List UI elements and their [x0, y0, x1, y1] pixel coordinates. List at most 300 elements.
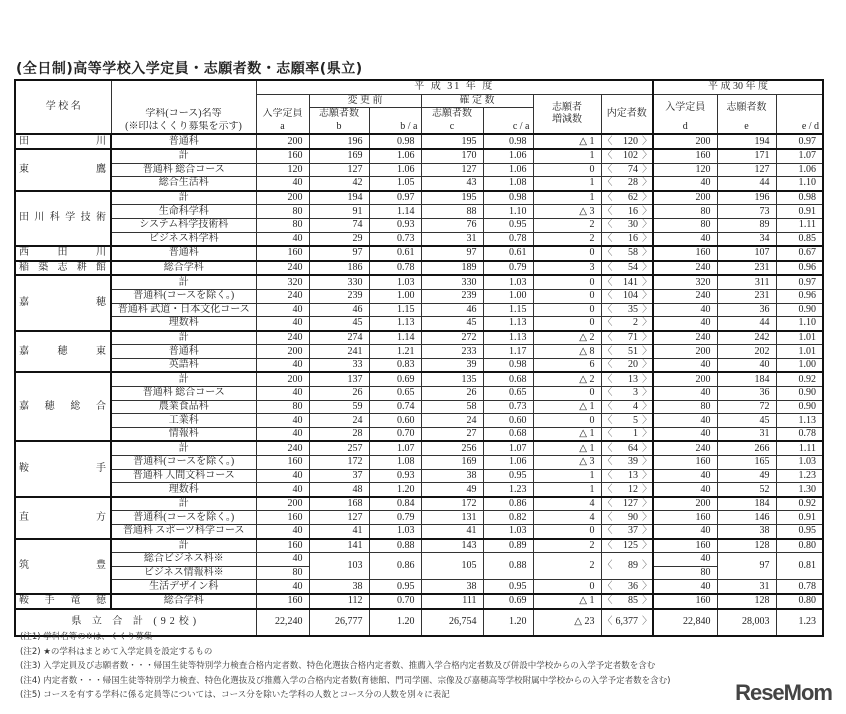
cell-a: 160: [256, 539, 309, 553]
cell-diff: 1: [533, 469, 601, 483]
header-confirmed: 確 定 数: [421, 94, 533, 108]
cell-c: 58: [421, 400, 483, 414]
header-h30: 平 成 30 年 度: [653, 80, 823, 94]
dept-name: 計: [111, 331, 256, 345]
dept-name: 総合学科: [111, 594, 256, 609]
cell-nt: 〈 85 〉: [601, 594, 653, 609]
table-body: [15, 134, 823, 635]
cell-b: 239: [309, 289, 369, 303]
table-row: [15, 134, 823, 149]
cell-e: 196: [717, 191, 776, 205]
cell-nt: 〈 90 〉: [601, 511, 653, 525]
dept-name: 計: [111, 497, 256, 511]
cell-e: 165: [717, 456, 776, 470]
cell-e: 40: [717, 358, 776, 372]
header-applicants-e: 志願者数: [717, 94, 776, 121]
cell-nt: 〈 28 〉: [601, 177, 653, 191]
cell-ca: 0.61: [483, 246, 533, 261]
cell-d: 40: [653, 177, 717, 191]
cell-ca: 0.98: [483, 134, 533, 149]
cell-e: 231: [717, 289, 776, 303]
table-row: [15, 497, 823, 511]
cell-ed: 0.98: [776, 191, 823, 205]
cell-b: 41: [309, 525, 369, 539]
school-name: 田川: [15, 134, 111, 149]
cell-ed: 0.91: [776, 511, 823, 525]
cell-e: 44: [717, 317, 776, 331]
table-row: [15, 511, 823, 525]
note: (注1) 学科名等の※は、くくり募集: [20, 632, 153, 642]
cell-ed: 1.03: [776, 456, 823, 470]
cell-nt: 〈 13 〉: [601, 469, 653, 483]
cell-d: 200: [653, 497, 717, 511]
cell-ca: 0.65: [483, 387, 533, 401]
cell-diff: 3: [533, 261, 601, 276]
cell-c: 88: [421, 205, 483, 219]
cell-b: 186: [309, 261, 369, 276]
cell-b: 33: [309, 358, 369, 372]
cell-diff: △ 2: [533, 372, 601, 386]
cell-ca: 0.98: [483, 191, 533, 205]
cell-diff: 2: [533, 553, 601, 580]
cell-ed: 1.10: [776, 317, 823, 331]
cell-diff: 1: [533, 149, 601, 163]
cell-nt: 〈 89 〉: [601, 553, 653, 580]
cell-e: 107: [717, 246, 776, 261]
table-row: [15, 525, 823, 539]
cell-b: 48: [309, 483, 369, 497]
cell-ba: 0.93: [369, 469, 421, 483]
cell-d: 40: [653, 483, 717, 497]
table-row: [15, 331, 823, 345]
cell-a: 40: [256, 414, 309, 428]
cell-a: 160: [256, 594, 309, 609]
cell-a: 200: [256, 191, 309, 205]
cell-diff: 1: [533, 191, 601, 205]
cell-diff: 2: [533, 218, 601, 232]
cell-diff: △ 3: [533, 456, 601, 470]
cell-ca: 1.06: [483, 456, 533, 470]
cell-c: 27: [421, 427, 483, 441]
dept-name: 英語科: [111, 358, 256, 372]
header-dept: 学科(コース)名等: [111, 108, 256, 121]
cell-nt: 〈 71 〉: [601, 331, 653, 345]
cell-e: 171: [717, 149, 776, 163]
dept-name: ビジネス科学科: [111, 232, 256, 246]
cell-c: 111: [421, 594, 483, 609]
cell-c: 31: [421, 232, 483, 246]
dept-name: 普通科(コースを除く。): [111, 456, 256, 470]
cell-ed: 1.00: [776, 358, 823, 372]
cell-c: 169: [421, 456, 483, 470]
header-before: 変 更 前: [309, 94, 421, 108]
cell-ba: 0.69: [369, 372, 421, 386]
cell-ed: 1.13: [776, 414, 823, 428]
note: (注5) コースを有する学科に係る定員等については、コース分を除いた学科の人数とコース分の人数を別々に表記: [20, 690, 450, 700]
cell-e: 73: [717, 205, 776, 219]
cell-ba: 0.61: [369, 246, 421, 261]
cell-e: 266: [717, 441, 776, 455]
cell-a: 40: [256, 387, 309, 401]
header-dept-blank: [111, 80, 256, 108]
cell-c: 46: [421, 303, 483, 317]
total-ba: 1.20: [369, 609, 421, 636]
cell-b: 172: [309, 456, 369, 470]
cell-nt: 〈 120 〉: [601, 134, 653, 149]
cell-ca: 0.78: [483, 232, 533, 246]
table-row: [15, 441, 823, 455]
header-capacity-d: 入学定員: [653, 94, 717, 121]
table-row: [15, 414, 823, 428]
cell-b: 103: [309, 553, 369, 580]
cell-ed: 1.11: [776, 441, 823, 455]
cell-b: 74: [309, 218, 369, 232]
cell-ba: 1.03: [369, 525, 421, 539]
cell-ca: 1.17: [483, 345, 533, 359]
cell-a: 40: [256, 317, 309, 331]
cell-d: 240: [653, 261, 717, 276]
cell-d: 40: [653, 580, 717, 594]
cell-diff: △ 2: [533, 331, 601, 345]
cell-e: 89: [717, 218, 776, 232]
dept-name: 普通科: [111, 134, 256, 149]
cell-diff: △ 1: [533, 134, 601, 149]
cell-a: 160: [256, 149, 309, 163]
cell-diff: △ 1: [533, 441, 601, 455]
cell-c: 43: [421, 177, 483, 191]
cell-ba: 0.83: [369, 358, 421, 372]
cell-b: 59: [309, 400, 369, 414]
cell-a: 240: [256, 441, 309, 455]
cell-e: 128: [717, 539, 776, 553]
cell-ca: 0.86: [483, 497, 533, 511]
page-title: (全日制)高等学校入学定員・志願者数・志願率(県立): [16, 61, 363, 77]
cell-ba: 1.21: [369, 345, 421, 359]
cell-ca: 1.06: [483, 149, 533, 163]
cell-b: 29: [309, 232, 369, 246]
dept-name: 総合生活科: [111, 177, 256, 191]
dept-name: 普通科(コースを除く。): [111, 289, 256, 303]
cell-diff: 2: [533, 232, 601, 246]
cell-b: 330: [309, 275, 369, 289]
cell-a: 80: [256, 400, 309, 414]
cell-ca: 1.13: [483, 331, 533, 345]
cell-ba: 1.06: [369, 149, 421, 163]
header-d: d: [653, 121, 717, 135]
cell-ed: 0.91: [776, 205, 823, 219]
cell-b: 24: [309, 414, 369, 428]
cell-nt: 〈 102 〉: [601, 149, 653, 163]
cell-diff: 0: [533, 303, 601, 317]
cell-nt: 〈 127 〉: [601, 497, 653, 511]
cell-ca: 1.23: [483, 483, 533, 497]
cell-d: 80: [653, 400, 717, 414]
cell-ed: 0.80: [776, 539, 823, 553]
table-row: [15, 427, 823, 441]
cell-nt: 〈 62 〉: [601, 191, 653, 205]
cell-ca: 1.06: [483, 163, 533, 177]
cell-ca: 0.79: [483, 261, 533, 276]
dept-name: 農業食品科: [111, 400, 256, 414]
cell-a: 240: [256, 261, 309, 276]
cell-ca: 0.95: [483, 580, 533, 594]
cell-ed: 1.06: [776, 163, 823, 177]
dept-name: 計: [111, 275, 256, 289]
cell-d: 80: [653, 205, 717, 219]
cell-nt: 〈 5 〉: [601, 414, 653, 428]
cell-d: 40: [653, 427, 717, 441]
cell-e: 202: [717, 345, 776, 359]
cell-b: 112: [309, 594, 369, 609]
cell-b: 127: [309, 163, 369, 177]
cell-c: 135: [421, 372, 483, 386]
cell-ed: 1.30: [776, 483, 823, 497]
cell-c: 143: [421, 539, 483, 553]
dept-name: 工業科: [111, 414, 256, 428]
cell-e: 231: [717, 261, 776, 276]
cell-a: 80: [256, 218, 309, 232]
cell-ba: 0.65: [369, 387, 421, 401]
dept-name: 普通科: [111, 246, 256, 261]
header-blank: [256, 94, 309, 108]
dept-name: 総合学科: [111, 261, 256, 276]
cell-d: 40: [653, 469, 717, 483]
cell-b: 28: [309, 427, 369, 441]
school-name: 筑豊: [15, 539, 111, 594]
dept-name: 総合ビジネス科※: [111, 553, 256, 567]
total-label: 県 立 合 計 (92校): [15, 609, 256, 636]
header-blank-ed: [776, 94, 823, 121]
cell-b: 26: [309, 387, 369, 401]
header-diff: 志願者 増減数: [533, 94, 601, 134]
cell-ba: 1.00: [369, 289, 421, 303]
header-blank-ca: [483, 108, 533, 121]
cell-ba: 0.70: [369, 594, 421, 609]
cell-d: 40: [653, 553, 717, 567]
cell-d: 120: [653, 163, 717, 177]
cell-d: 200: [653, 345, 717, 359]
cell-nt: 〈 51 〉: [601, 345, 653, 359]
dept-name: 普通科 総合コース: [111, 387, 256, 401]
cell-ed: 0.97: [776, 275, 823, 289]
cell-a: 40: [256, 525, 309, 539]
cell-a: 40: [256, 469, 309, 483]
cell-diff: 6: [533, 358, 601, 372]
cell-c: 49: [421, 483, 483, 497]
cell-c: 39: [421, 358, 483, 372]
cell-ca: 1.13: [483, 317, 533, 331]
cell-ed: 1.07: [776, 149, 823, 163]
table-header: [15, 80, 823, 134]
table-row: [15, 539, 823, 553]
cell-e: 31: [717, 427, 776, 441]
table-row: [15, 289, 823, 303]
cell-b: 194: [309, 191, 369, 205]
cell-d: 40: [653, 358, 717, 372]
cell-d: 160: [653, 539, 717, 553]
cell-e: 52: [717, 483, 776, 497]
table-row: [15, 275, 823, 289]
cell-ba: 0.74: [369, 400, 421, 414]
cell-c: 131: [421, 511, 483, 525]
table-row: [15, 205, 823, 219]
cell-ca: 0.82: [483, 511, 533, 525]
cell-ca: 0.95: [483, 218, 533, 232]
cell-d: 80: [653, 218, 717, 232]
cell-diff: 1: [533, 483, 601, 497]
dept-name: 計: [111, 149, 256, 163]
header-b: b: [309, 121, 369, 135]
total-d: 22,840: [653, 609, 717, 636]
table-row: [15, 580, 823, 594]
cell-diff: 4: [533, 497, 601, 511]
cell-diff: 1: [533, 177, 601, 191]
cell-c: 38: [421, 580, 483, 594]
cell-ed: 1.01: [776, 331, 823, 345]
school-name: 西田川: [15, 246, 111, 261]
cell-diff: 0: [533, 525, 601, 539]
cell-c: 41: [421, 525, 483, 539]
cell-b: 97: [309, 246, 369, 261]
header-applicants-b: 志願者数: [309, 108, 369, 121]
school-name: 鞍手: [15, 441, 111, 496]
cell-d: 240: [653, 331, 717, 345]
cell-d: 80: [653, 566, 717, 580]
cell-ed: 0.92: [776, 372, 823, 386]
dept-name: 普通科 武道・日本文化コース: [111, 303, 256, 317]
cell-ba: 1.15: [369, 303, 421, 317]
table-row: [15, 345, 823, 359]
table-row: [15, 191, 823, 205]
table-row: [15, 246, 823, 261]
cell-ba: 1.05: [369, 177, 421, 191]
cell-e: 311: [717, 275, 776, 289]
cell-a: 40: [256, 303, 309, 317]
cell-d: 40: [653, 317, 717, 331]
dept-name: 生命科学科: [111, 205, 256, 219]
cell-ba: 1.14: [369, 205, 421, 219]
cell-b: 196: [309, 134, 369, 149]
cell-c: 24: [421, 414, 483, 428]
total-diff: △ 23: [533, 609, 601, 636]
header-ed: e / d: [776, 121, 823, 135]
cell-nt: 〈 58 〉: [601, 246, 653, 261]
cell-b: 38: [309, 580, 369, 594]
cell-nt: 〈 2 〉: [601, 317, 653, 331]
cell-b: 45: [309, 317, 369, 331]
cell-e: 127: [717, 163, 776, 177]
cell-b: 241: [309, 345, 369, 359]
cell-ca: 1.03: [483, 525, 533, 539]
dept-name: 普通科 人間文科コース: [111, 469, 256, 483]
cell-e: 38: [717, 525, 776, 539]
cell-a: 80: [256, 205, 309, 219]
cell-a: 40: [256, 177, 309, 191]
header-naitei: 内定者数: [601, 94, 653, 134]
cell-e: 44: [717, 177, 776, 191]
cell-ba: 0.88: [369, 539, 421, 553]
cell-d: 240: [653, 289, 717, 303]
cell-nt: 〈 54 〉: [601, 261, 653, 276]
header-school: 学 校 名: [15, 80, 111, 134]
dept-name: 理数科: [111, 317, 256, 331]
school-name: 直方: [15, 497, 111, 539]
cell-ba: 1.14: [369, 331, 421, 345]
dept-name: 情報科: [111, 427, 256, 441]
total-nt: 〈 6,377 〉: [601, 609, 653, 636]
total-ed: 1.23: [776, 609, 823, 636]
table-row: [15, 372, 823, 386]
cell-d: 40: [653, 387, 717, 401]
cell-a: 240: [256, 289, 309, 303]
cell-nt: 〈 1 〉: [601, 427, 653, 441]
cell-b: 257: [309, 441, 369, 455]
school-name: 田川科学技術: [15, 191, 111, 246]
cell-diff: 0: [533, 275, 601, 289]
cell-ba: 0.86: [369, 553, 421, 580]
cell-ed: 0.96: [776, 261, 823, 276]
cell-ba: 0.98: [369, 134, 421, 149]
cell-c: 45: [421, 317, 483, 331]
cell-nt: 〈 3 〉: [601, 387, 653, 401]
cell-ca: 1.03: [483, 275, 533, 289]
cell-b: 46: [309, 303, 369, 317]
cell-e: 184: [717, 372, 776, 386]
cell-ca: 0.95: [483, 469, 533, 483]
cell-a: 240: [256, 331, 309, 345]
cell-nt: 〈 20 〉: [601, 358, 653, 372]
cell-ed: 0.97: [776, 134, 823, 149]
cell-ed: 0.96: [776, 289, 823, 303]
cell-ba: 0.60: [369, 414, 421, 428]
cell-diff: △ 1: [533, 594, 601, 609]
cell-diff: 2: [533, 539, 601, 553]
cell-c: 256: [421, 441, 483, 455]
cell-ba: 0.70: [369, 427, 421, 441]
cell-ca: 0.60: [483, 414, 533, 428]
cell-ba: 1.08: [369, 456, 421, 470]
cell-d: 200: [653, 372, 717, 386]
cell-c: 195: [421, 191, 483, 205]
cell-nt: 〈 4 〉: [601, 400, 653, 414]
cell-b: 37: [309, 469, 369, 483]
header-dept-note: (※印はくくり募集を示す): [111, 121, 256, 135]
cell-a: 320: [256, 275, 309, 289]
cell-nt: 〈 35 〉: [601, 303, 653, 317]
school-name: 嘉穂東: [15, 331, 111, 373]
table-row: [15, 400, 823, 414]
cell-c: 195: [421, 134, 483, 149]
cell-c: 239: [421, 289, 483, 303]
cell-a: 40: [256, 358, 309, 372]
cell-diff: 0: [533, 163, 601, 177]
cell-c: 170: [421, 149, 483, 163]
cell-e: 72: [717, 400, 776, 414]
cell-ca: 0.73: [483, 400, 533, 414]
cell-diff: 0: [533, 289, 601, 303]
cell-ca: 1.00: [483, 289, 533, 303]
cell-c: 189: [421, 261, 483, 276]
cell-a: 40: [256, 483, 309, 497]
cell-ed: 0.80: [776, 594, 823, 609]
cell-c: 127: [421, 163, 483, 177]
cell-d: 240: [653, 441, 717, 455]
dept-name: 計: [111, 539, 256, 553]
cell-d: 40: [653, 414, 717, 428]
cell-nt: 〈 16 〉: [601, 232, 653, 246]
cell-ba: 0.84: [369, 497, 421, 511]
cell-ed: 0.95: [776, 525, 823, 539]
